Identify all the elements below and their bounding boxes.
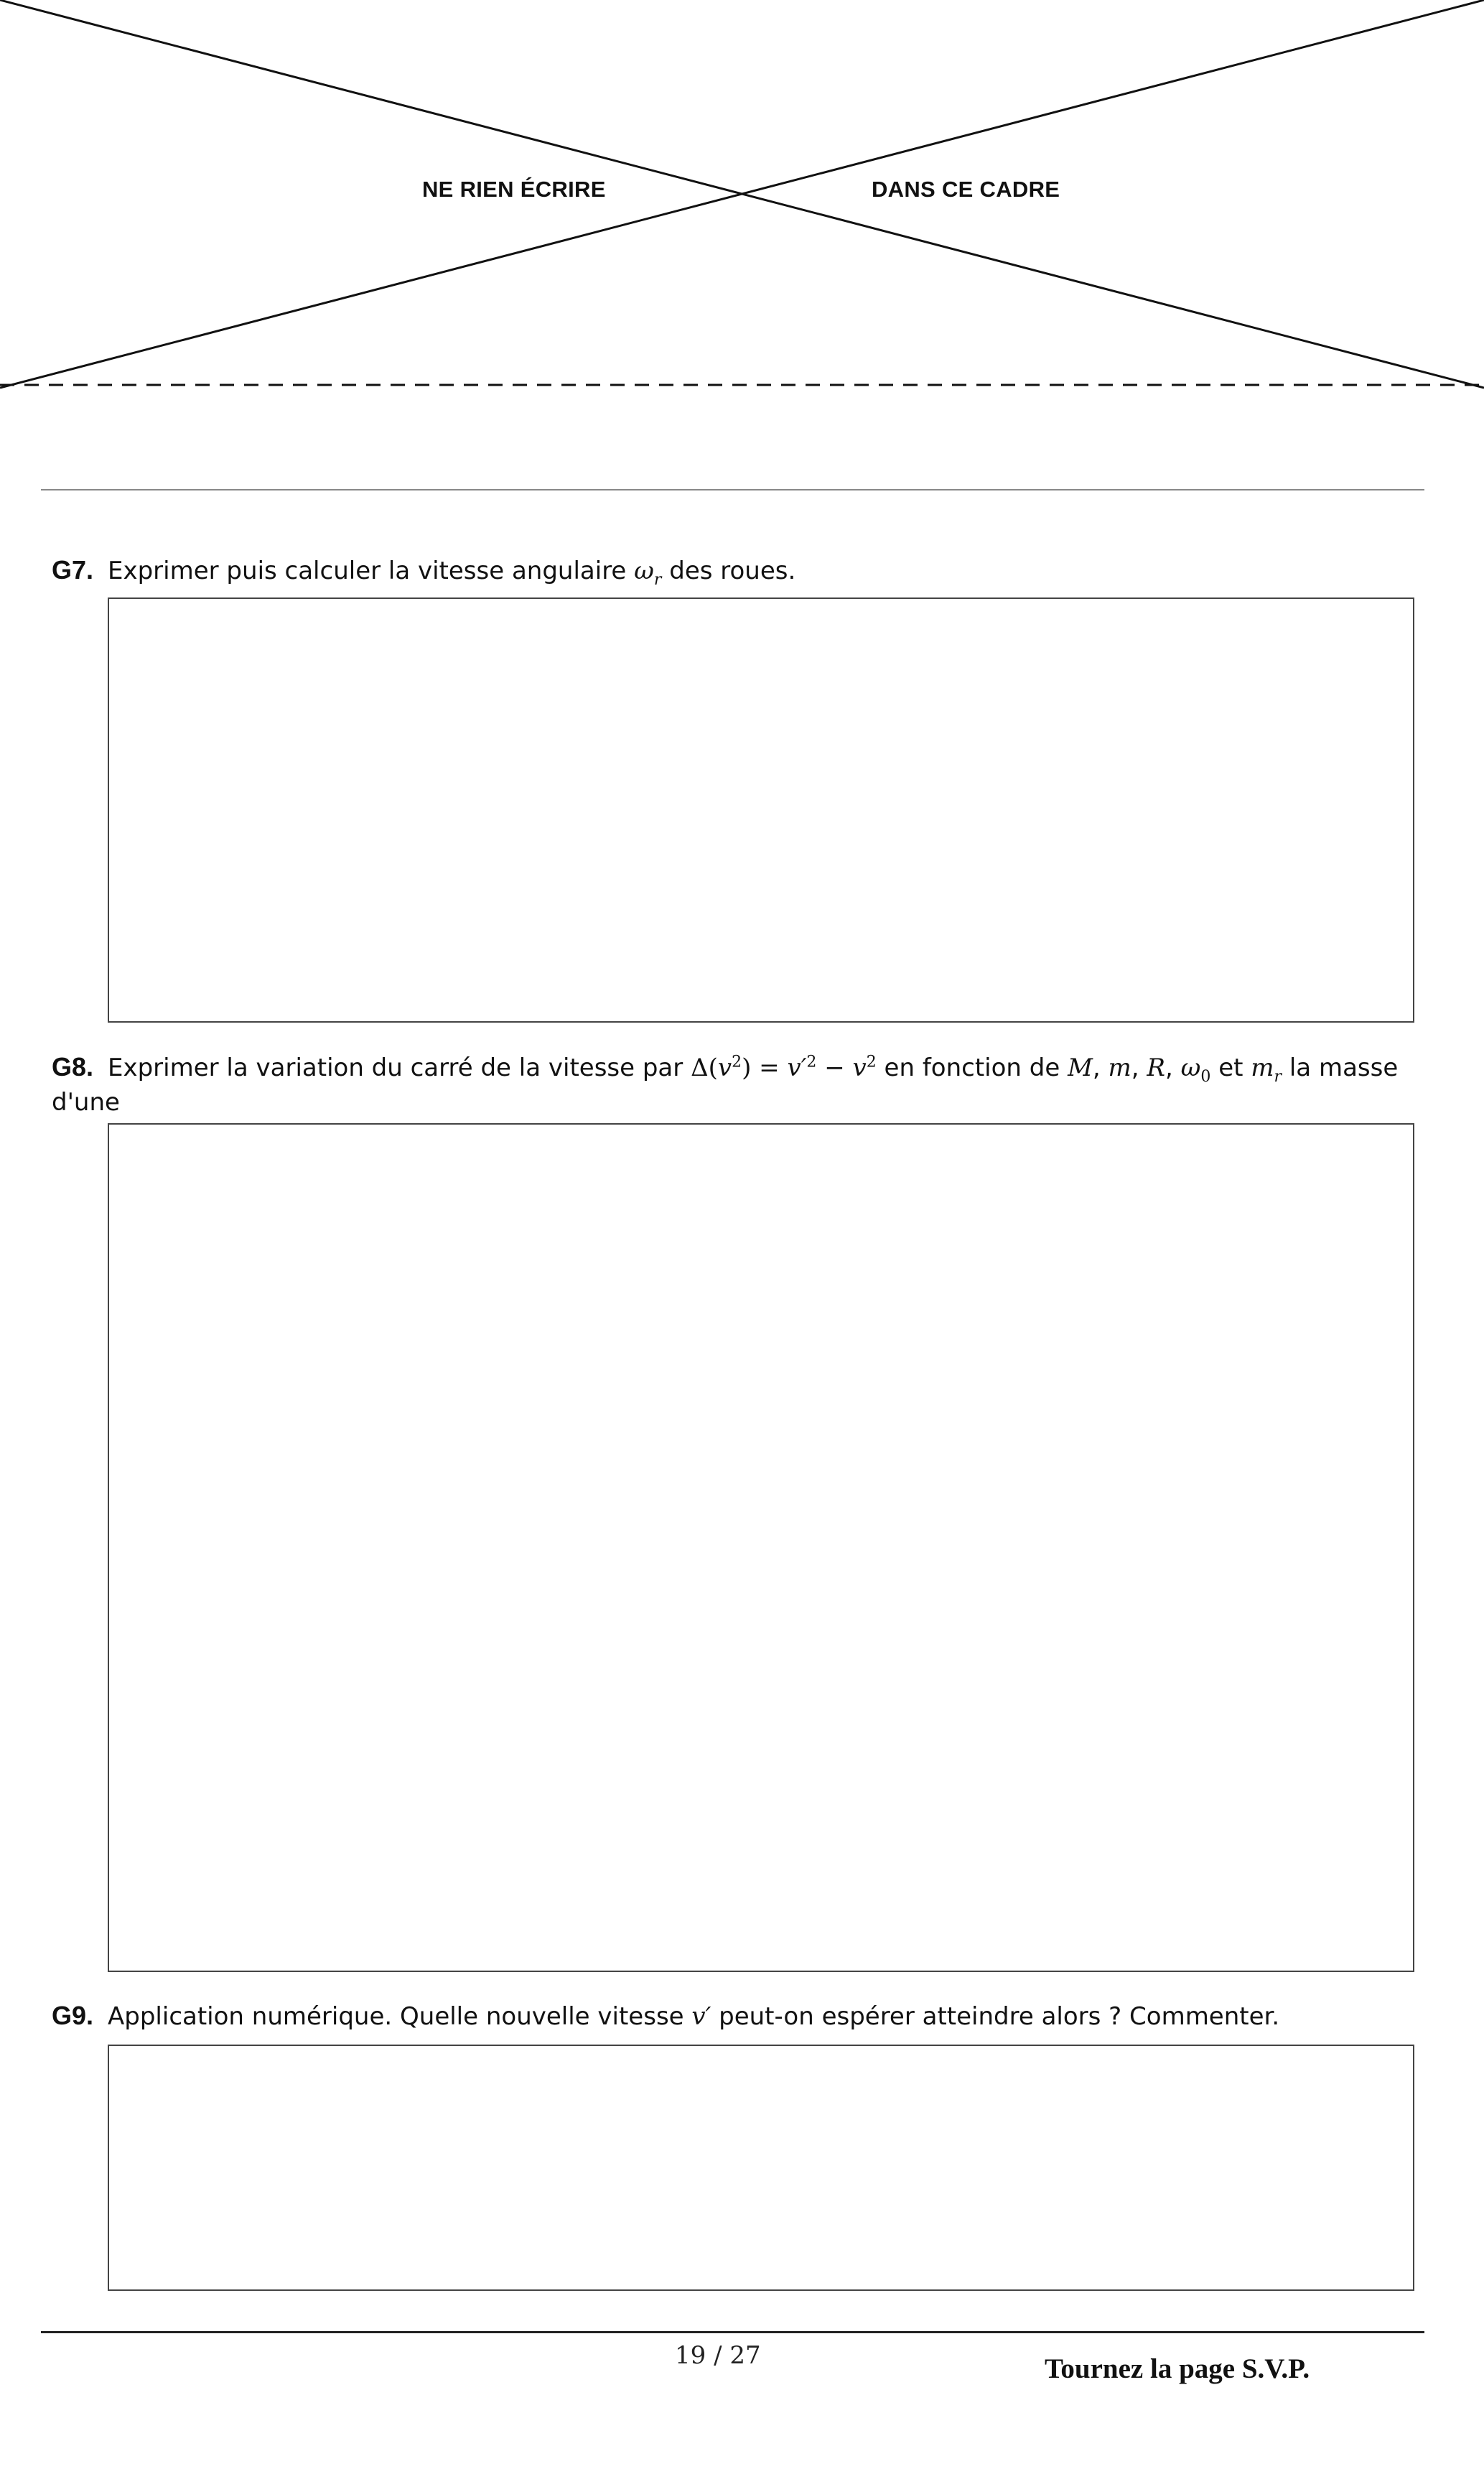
question-text: Application numérique. Quelle nouvelle vitesse v′ peut-on espérer atteindre alors ? Commenter.: [108, 2002, 1280, 2031]
answer-box-g9[interactable]: [108, 2045, 1414, 2291]
frame-label-left: NE RIEN ÉCRIRE: [422, 177, 606, 202]
answer-box-g7[interactable]: [108, 597, 1414, 1023]
question-text: Exprimer puis calculer la vitesse angulaire $\omega_r$ des roues.: [108, 557, 796, 589]
question-number: G8.: [52, 1052, 94, 1082]
answer-box-g8[interactable]: [108, 1123, 1414, 1972]
turn-page-note: Tournez la page S.V.P.: [1045, 2353, 1310, 2384]
page-number: 19 / 27: [675, 2341, 761, 2370]
bottom-rule: [41, 2331, 1424, 2333]
frame-label-right: DANS CE CADRE: [872, 177, 1060, 202]
question-g9: [52, 1999, 1427, 2034]
question-number: G7.: [52, 555, 94, 585]
question-text: Exprimer la variation du carré de la vitesse par $\Delta(v^2) = v'^2 - v^2$ en fonction de M, m, R, $\omega_0$ et $m_r$ la masse d'une: [52, 1053, 1399, 1117]
question-number: G9.: [52, 2001, 94, 2030]
frame-cross-lines: [0, 0, 1484, 391]
top-rule: [41, 489, 1424, 490]
question-g7: [52, 553, 1427, 588]
no-write-frame: [0, 0, 1484, 391]
